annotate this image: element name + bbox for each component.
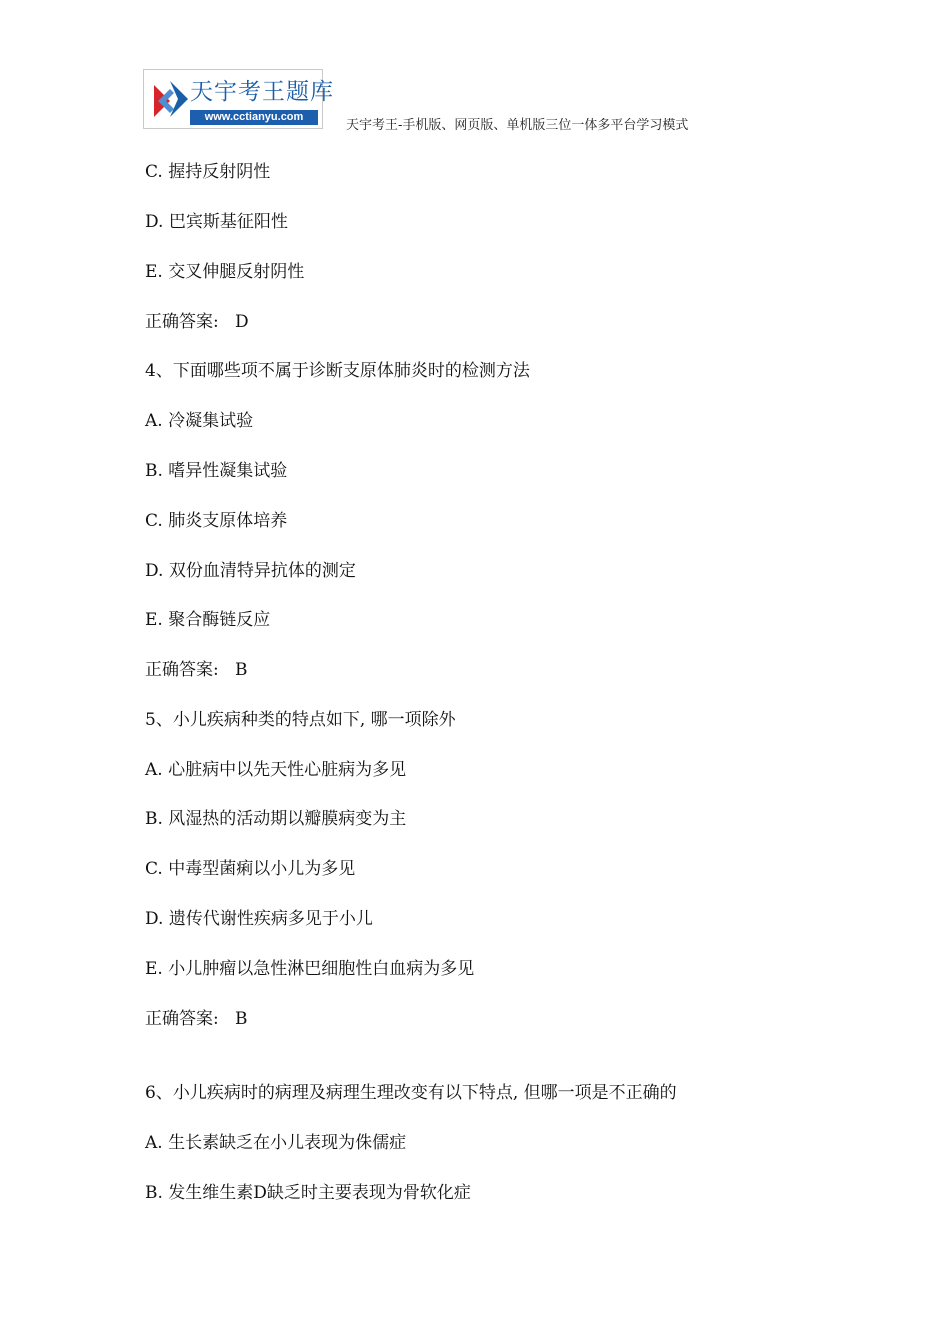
option-d: D. 双份血清特异抗体的测定 [145,561,356,581]
option-c: C. 中毒型菌痢以小儿为多见 [145,859,356,879]
option-e: E. 小儿肿瘤以急性淋巴细胞性白血病为多见 [145,959,475,979]
option-c: C. 握持反射阴性 [145,162,271,182]
option-c: C. 肺炎支原体培养 [145,511,288,531]
option-b: B. 嗜异性凝集试验 [145,461,288,481]
option-d: D. 遗传代谢性疾病多见于小儿 [145,909,373,929]
question-5: 5、小儿疾病种类的特点如下, 哪一项除外 [145,710,456,730]
logo-title: 天宇考王题库 [190,79,334,105]
answer-line: 正确答案: D [145,312,249,332]
header-tagline: 天宇考王-手机版、网页版、单机版三位一体多平台学习模式 [346,118,689,133]
option-a: A. 生长素缺乏在小儿表现为侏儒症 [145,1133,407,1153]
answer-line: 正确答案: B [145,1009,248,1029]
option-d: D. 巴宾斯基征阳性 [145,212,288,232]
question-6: 6、小儿疾病时的病理及病理生理改变有以下特点, 但哪一项是不正确的 [145,1083,677,1103]
option-b: B. 发生维生素D缺乏时主要表现为骨软化症 [145,1183,471,1203]
question-4: 4、下面哪些项不属于诊断支原体肺炎时的检测方法 [145,361,530,381]
answer-line: 正确答案: B [145,660,248,680]
logo-url: www.cctianyu.com [190,110,318,125]
site-logo[interactable] [143,69,334,129]
option-b: B. 风湿热的活动期以瓣膜病变为主 [145,809,407,829]
page-header [143,69,843,131]
option-a: A. 冷凝集试验 [145,411,254,431]
option-e: E. 交叉伸腿反射阴性 [145,262,305,282]
option-a: A. 心脏病中以先天性心脏病为多见 [145,760,407,780]
option-e: E. 聚合酶链反应 [145,610,271,630]
logo-emblem-icon [148,77,192,123]
